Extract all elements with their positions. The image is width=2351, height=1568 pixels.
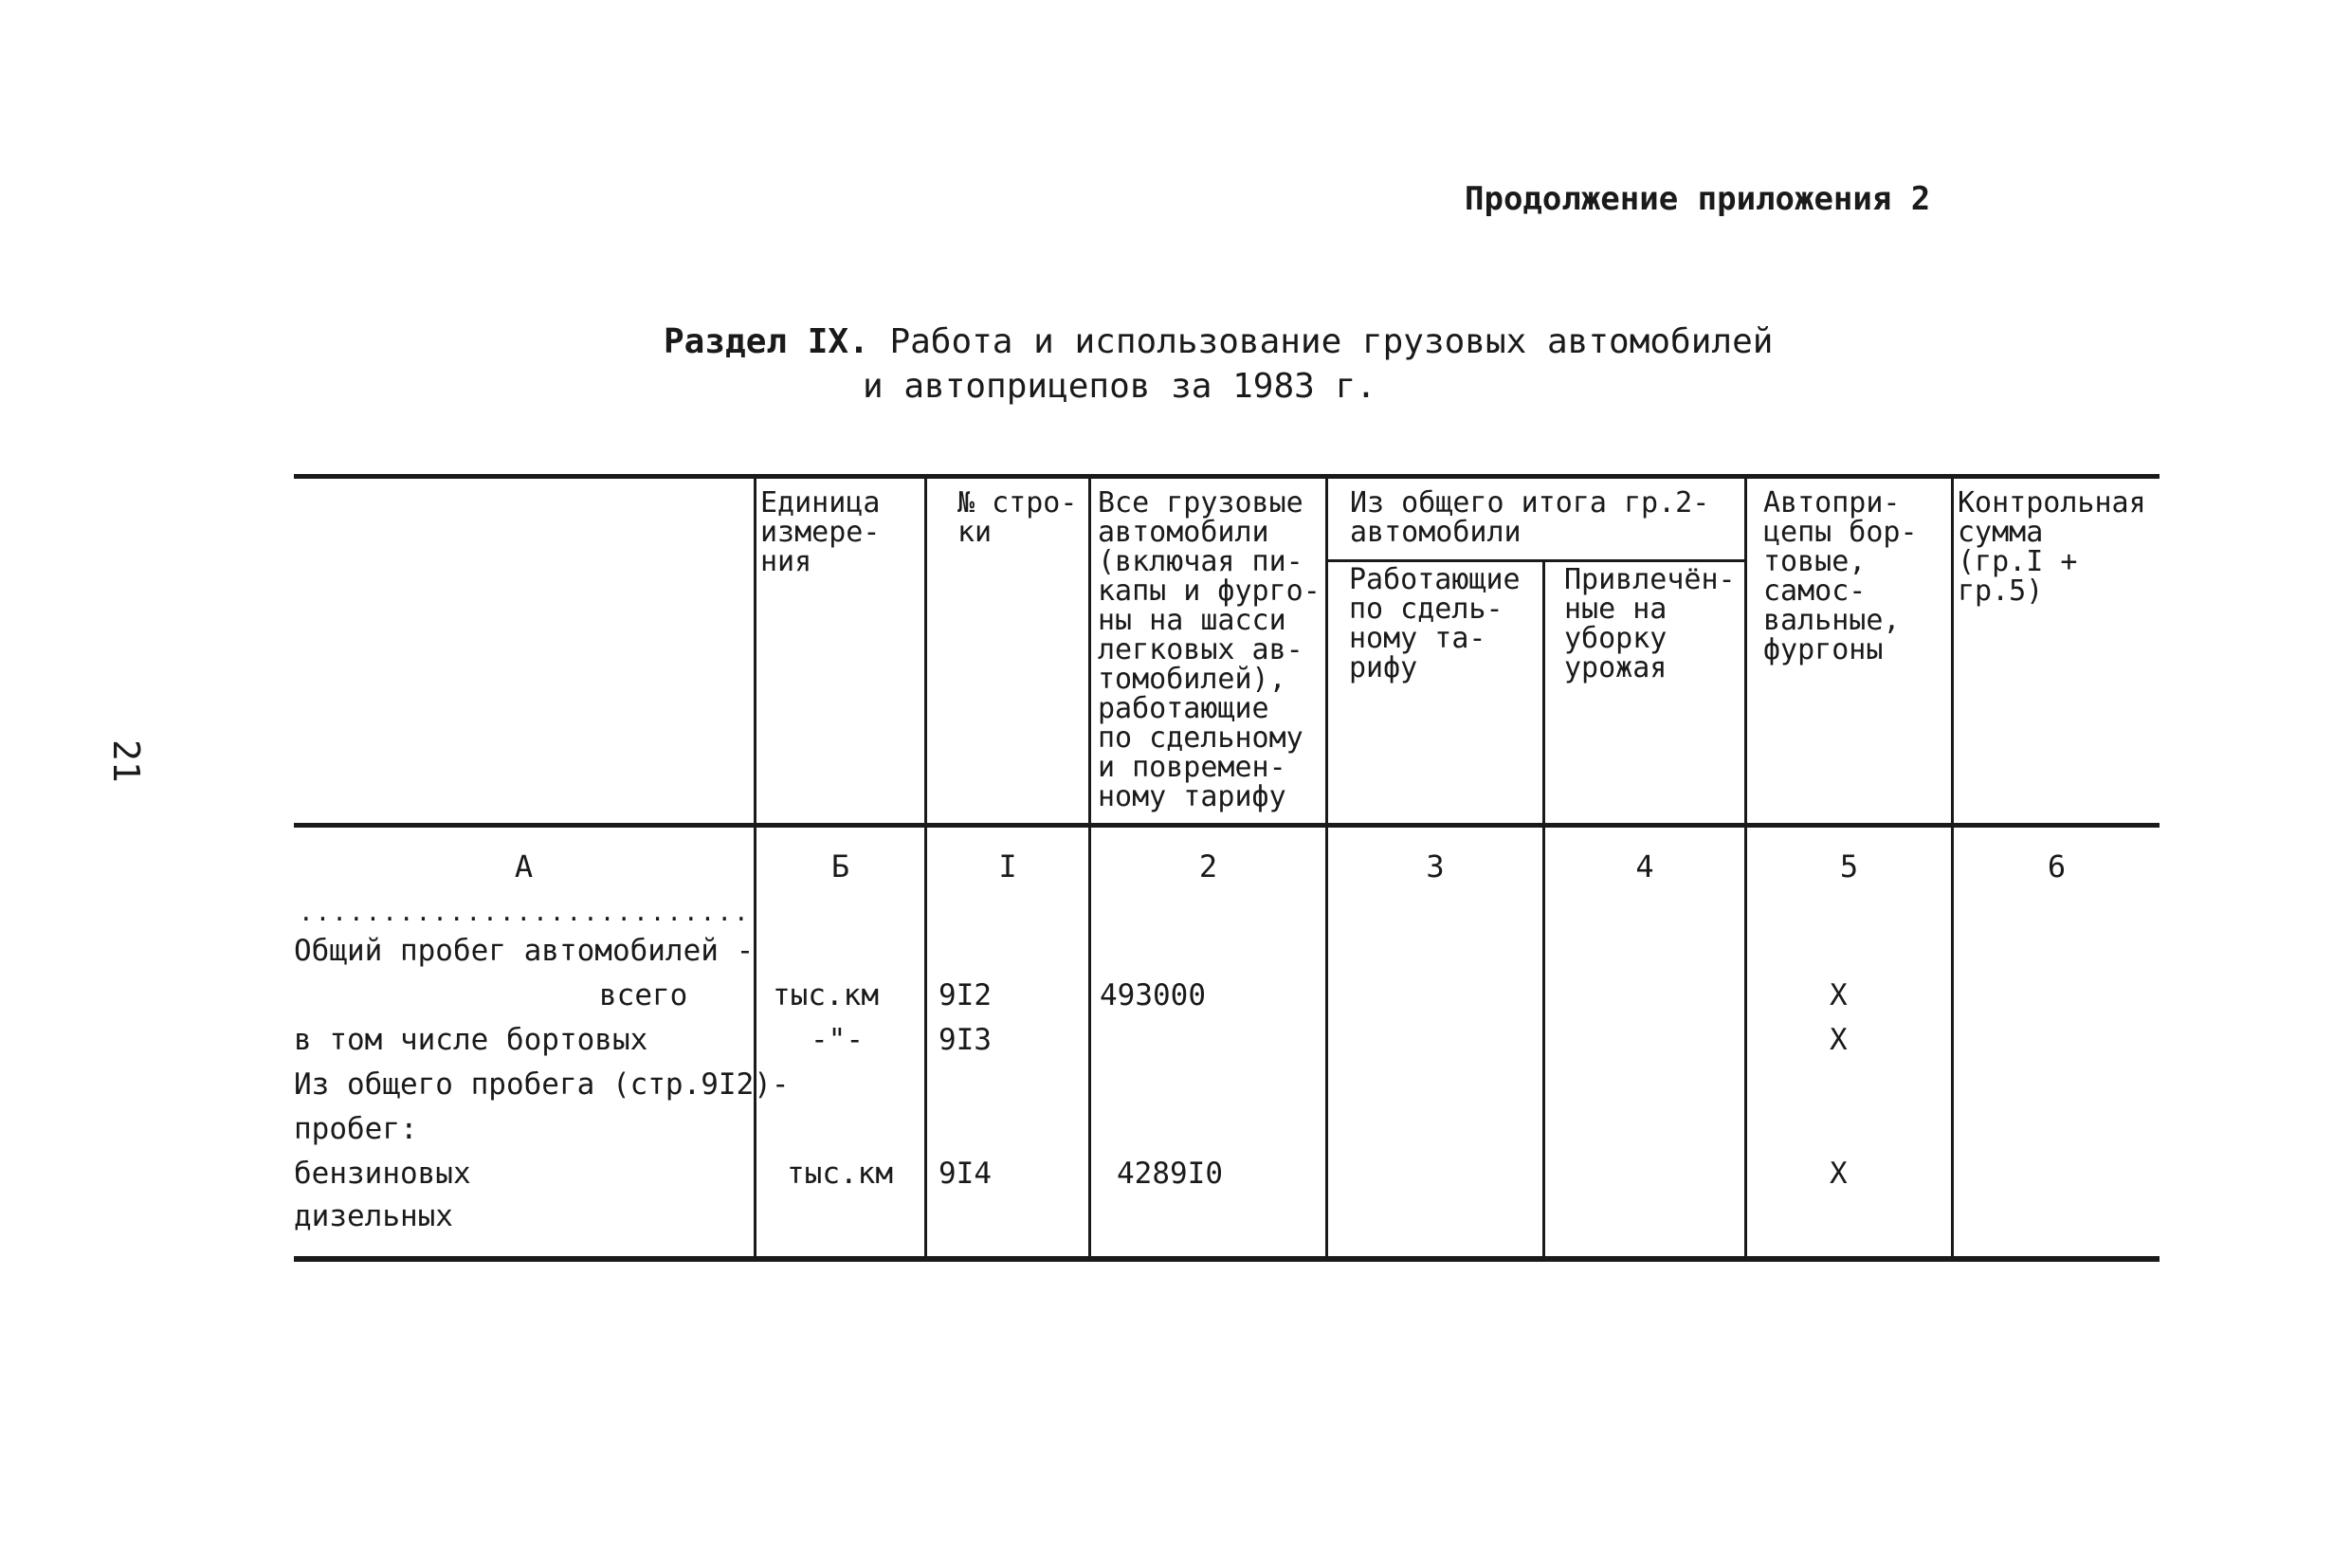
table-top-rule — [294, 474, 2160, 479]
row-label: Из общего пробега (стр.9I2)- — [294, 1067, 790, 1102]
row-line: 9I2 — [939, 978, 992, 1012]
row-label: дизельных — [294, 1199, 453, 1233]
row-label: Общий пробег автомобилей - — [294, 934, 755, 968]
row-unit: -"- — [811, 1023, 864, 1057]
row-col2: 4289I0 — [1117, 1157, 1223, 1191]
header-trailers: Автопри- цепы бор- товые, самос- вальные, фургоны — [1763, 486, 1918, 666]
colnum-1: I — [998, 848, 1017, 884]
section-label: Раздел IX. — [664, 322, 869, 361]
section-title-line1 — [664, 322, 1773, 361]
of-total-subrule — [1327, 559, 1746, 562]
section-title-line2: и автоприцепов за 1983 г. — [863, 367, 1376, 406]
page-number: 21 — [105, 739, 147, 783]
header-harvest: Привлечён- ные на уборку урожая — [1564, 563, 1736, 684]
header-control-sum: Контрольная сумма (гр.I + гр.5) — [1958, 486, 2146, 608]
row-col5: X — [1830, 1157, 1848, 1191]
col-divider-4 — [1542, 559, 1545, 1259]
colnum-4: 4 — [1635, 848, 1654, 884]
row-col2: 493000 — [1100, 978, 1206, 1012]
row-line: 9I4 — [939, 1157, 992, 1191]
row-unit: тыс.км — [787, 1157, 893, 1191]
header-piecework: Работающие по сдель- ному та- рифу — [1349, 563, 1521, 684]
row-label: всего — [599, 978, 688, 1012]
row-col5: X — [1830, 978, 1848, 1012]
colnum-2: 2 — [1198, 848, 1218, 884]
header-bottom-rule — [294, 823, 2160, 828]
continuation-heading: Продолжение приложения 2 — [1465, 180, 1931, 218]
row-label: в том числе бортовых — [294, 1023, 648, 1057]
row-label: бензиновых — [294, 1157, 471, 1191]
row-unit: тыс.км — [773, 978, 879, 1012]
dotted-leader: ........................... — [299, 899, 751, 927]
colnum-b: Б — [830, 848, 850, 884]
colnum-6: 6 — [2047, 848, 2067, 884]
colnum-a: А — [514, 848, 534, 884]
header-all-trucks: Все грузовые автомобили (включая пи- капы и фурго- ны на шасси легковых ав- томобилей), работающие по сдельному и повремен- ному тарифу — [1098, 486, 1321, 813]
colnum-5: 5 — [1839, 848, 1859, 884]
header-unit: Единица измере- ния — [760, 486, 881, 578]
colnum-3: 3 — [1426, 848, 1445, 884]
header-line-no: № стро- ки — [957, 486, 1078, 549]
row-col5: X — [1830, 1023, 1848, 1057]
row-line: 9I3 — [939, 1023, 992, 1057]
section-title: Работа и использование грузовых автомобилей — [889, 322, 1774, 361]
header-of-total: Из общего итога гр.2- автомобили — [1350, 486, 1710, 549]
table-bottom-rule — [294, 1256, 2160, 1262]
row-label: пробег: — [294, 1112, 418, 1146]
